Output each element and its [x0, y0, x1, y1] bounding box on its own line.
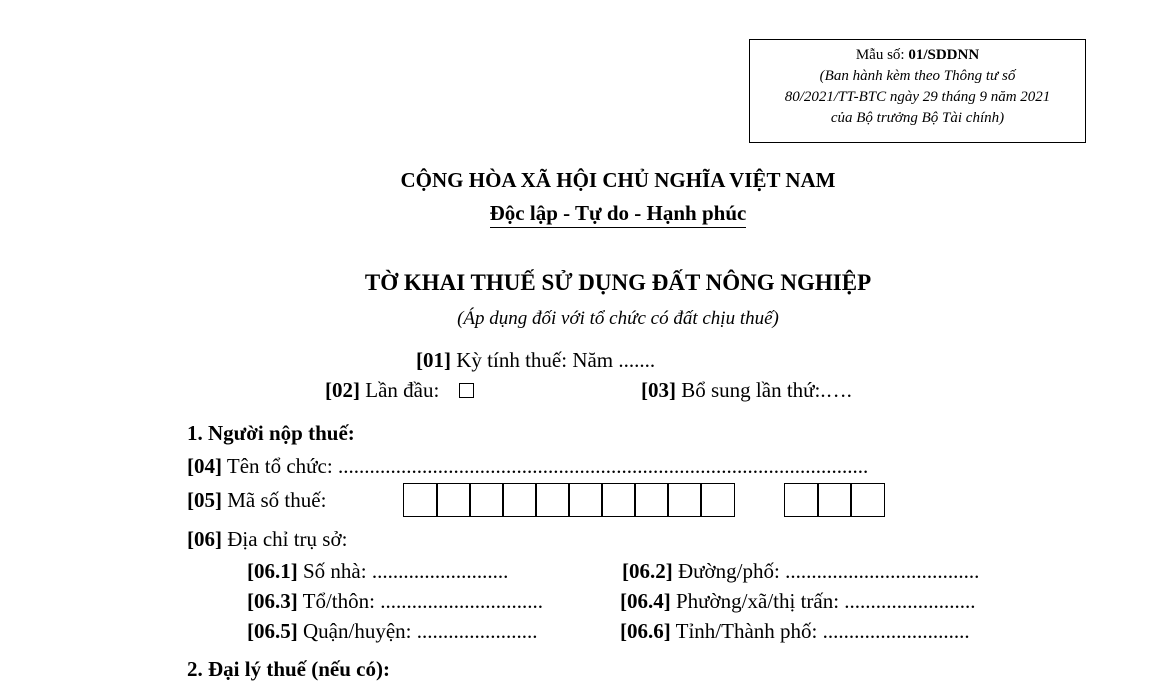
field-01-tax-period[interactable]: [01] Kỳ tính thuế: Năm ....... [416, 348, 656, 372]
field-06-1-house-number[interactable]: [06.1] Số nhà: .......................... [247, 559, 509, 583]
first-time-checkbox[interactable] [459, 383, 474, 398]
tax-id-digit-box[interactable] [403, 483, 438, 517]
tax-id-digit-box[interactable] [436, 483, 471, 517]
document-title: TỜ KHAI THUẾ SỬ DỤNG ĐẤT NÔNG NGHIỆP [364, 270, 872, 295]
field-06-4-ward[interactable]: [06.4] Phường/xã/thị trấn: ......................... [620, 589, 976, 613]
field-06-6-province[interactable]: [06.6] Tỉnh/Thành phố: ............................ [620, 619, 970, 643]
tax-id-digit-box[interactable] [784, 483, 819, 517]
field-02-first-time: [02] Lần đầu: [325, 378, 474, 403]
field-06-5-district[interactable]: [06.5] Quận/huyện: ....................... [247, 619, 538, 643]
issuance-line-2: 80/2021/TT-BTC ngày 29 tháng 9 năm 2021 [784, 89, 1051, 105]
tax-id-digit-box[interactable] [568, 483, 603, 517]
section-tax-agent-heading: 2. Đại lý thuế (nếu có): [187, 657, 390, 681]
issuance-line-3: của Bộ trưởng Bộ Tài chính) [830, 110, 1005, 126]
field-04-organization-name[interactable]: [04] Tên tổ chức: ..................................................................................................... [187, 454, 869, 478]
field-05-tax-id-label: [05] Mã số thuế: [187, 488, 327, 512]
tax-id-main-boxes[interactable] [403, 483, 735, 517]
tax-id-digit-box[interactable] [469, 483, 504, 517]
document-subtitle: (Áp dụng đối với tổ chức có đất chịu thuế) [457, 308, 779, 329]
form-number-box [749, 39, 1086, 143]
tax-id-digit-box[interactable] [817, 483, 852, 517]
issuance-line-1: (Ban hành kèm theo Thông tư số [819, 68, 1016, 84]
tax-id-digit-box[interactable] [535, 483, 570, 517]
field-06-2-street[interactable]: [06.2] Đường/phố: ..................................... [622, 559, 980, 583]
national-motto: Độc lập - Tự do - Hạnh phúc [490, 201, 747, 228]
tax-id-digit-box[interactable] [667, 483, 702, 517]
field-03-supplement[interactable]: [03] Bổ sung lần thứ:.…. [641, 378, 852, 402]
tax-id-digit-box[interactable] [700, 483, 735, 517]
field-06-3-hamlet[interactable]: [06.3] Tổ/thôn: ............................... [247, 589, 543, 613]
section-taxpayer-heading: 1. Người nộp thuế: [187, 421, 355, 445]
tax-id-digit-box[interactable] [634, 483, 669, 517]
tax-id-digit-box[interactable] [502, 483, 537, 517]
form-number: Mẫu số: 01/SDDNN [855, 47, 980, 63]
tax-id-digit-box[interactable] [850, 483, 885, 517]
field-06-address-heading: [06] Địa chỉ trụ sở: [187, 527, 348, 551]
tax-id-digit-box[interactable] [601, 483, 636, 517]
country-name: CỘNG HÒA XÃ HỘI CHỦ NGHĨA VIỆT NAM [400, 168, 836, 192]
tax-id-branch-boxes[interactable] [784, 483, 885, 517]
